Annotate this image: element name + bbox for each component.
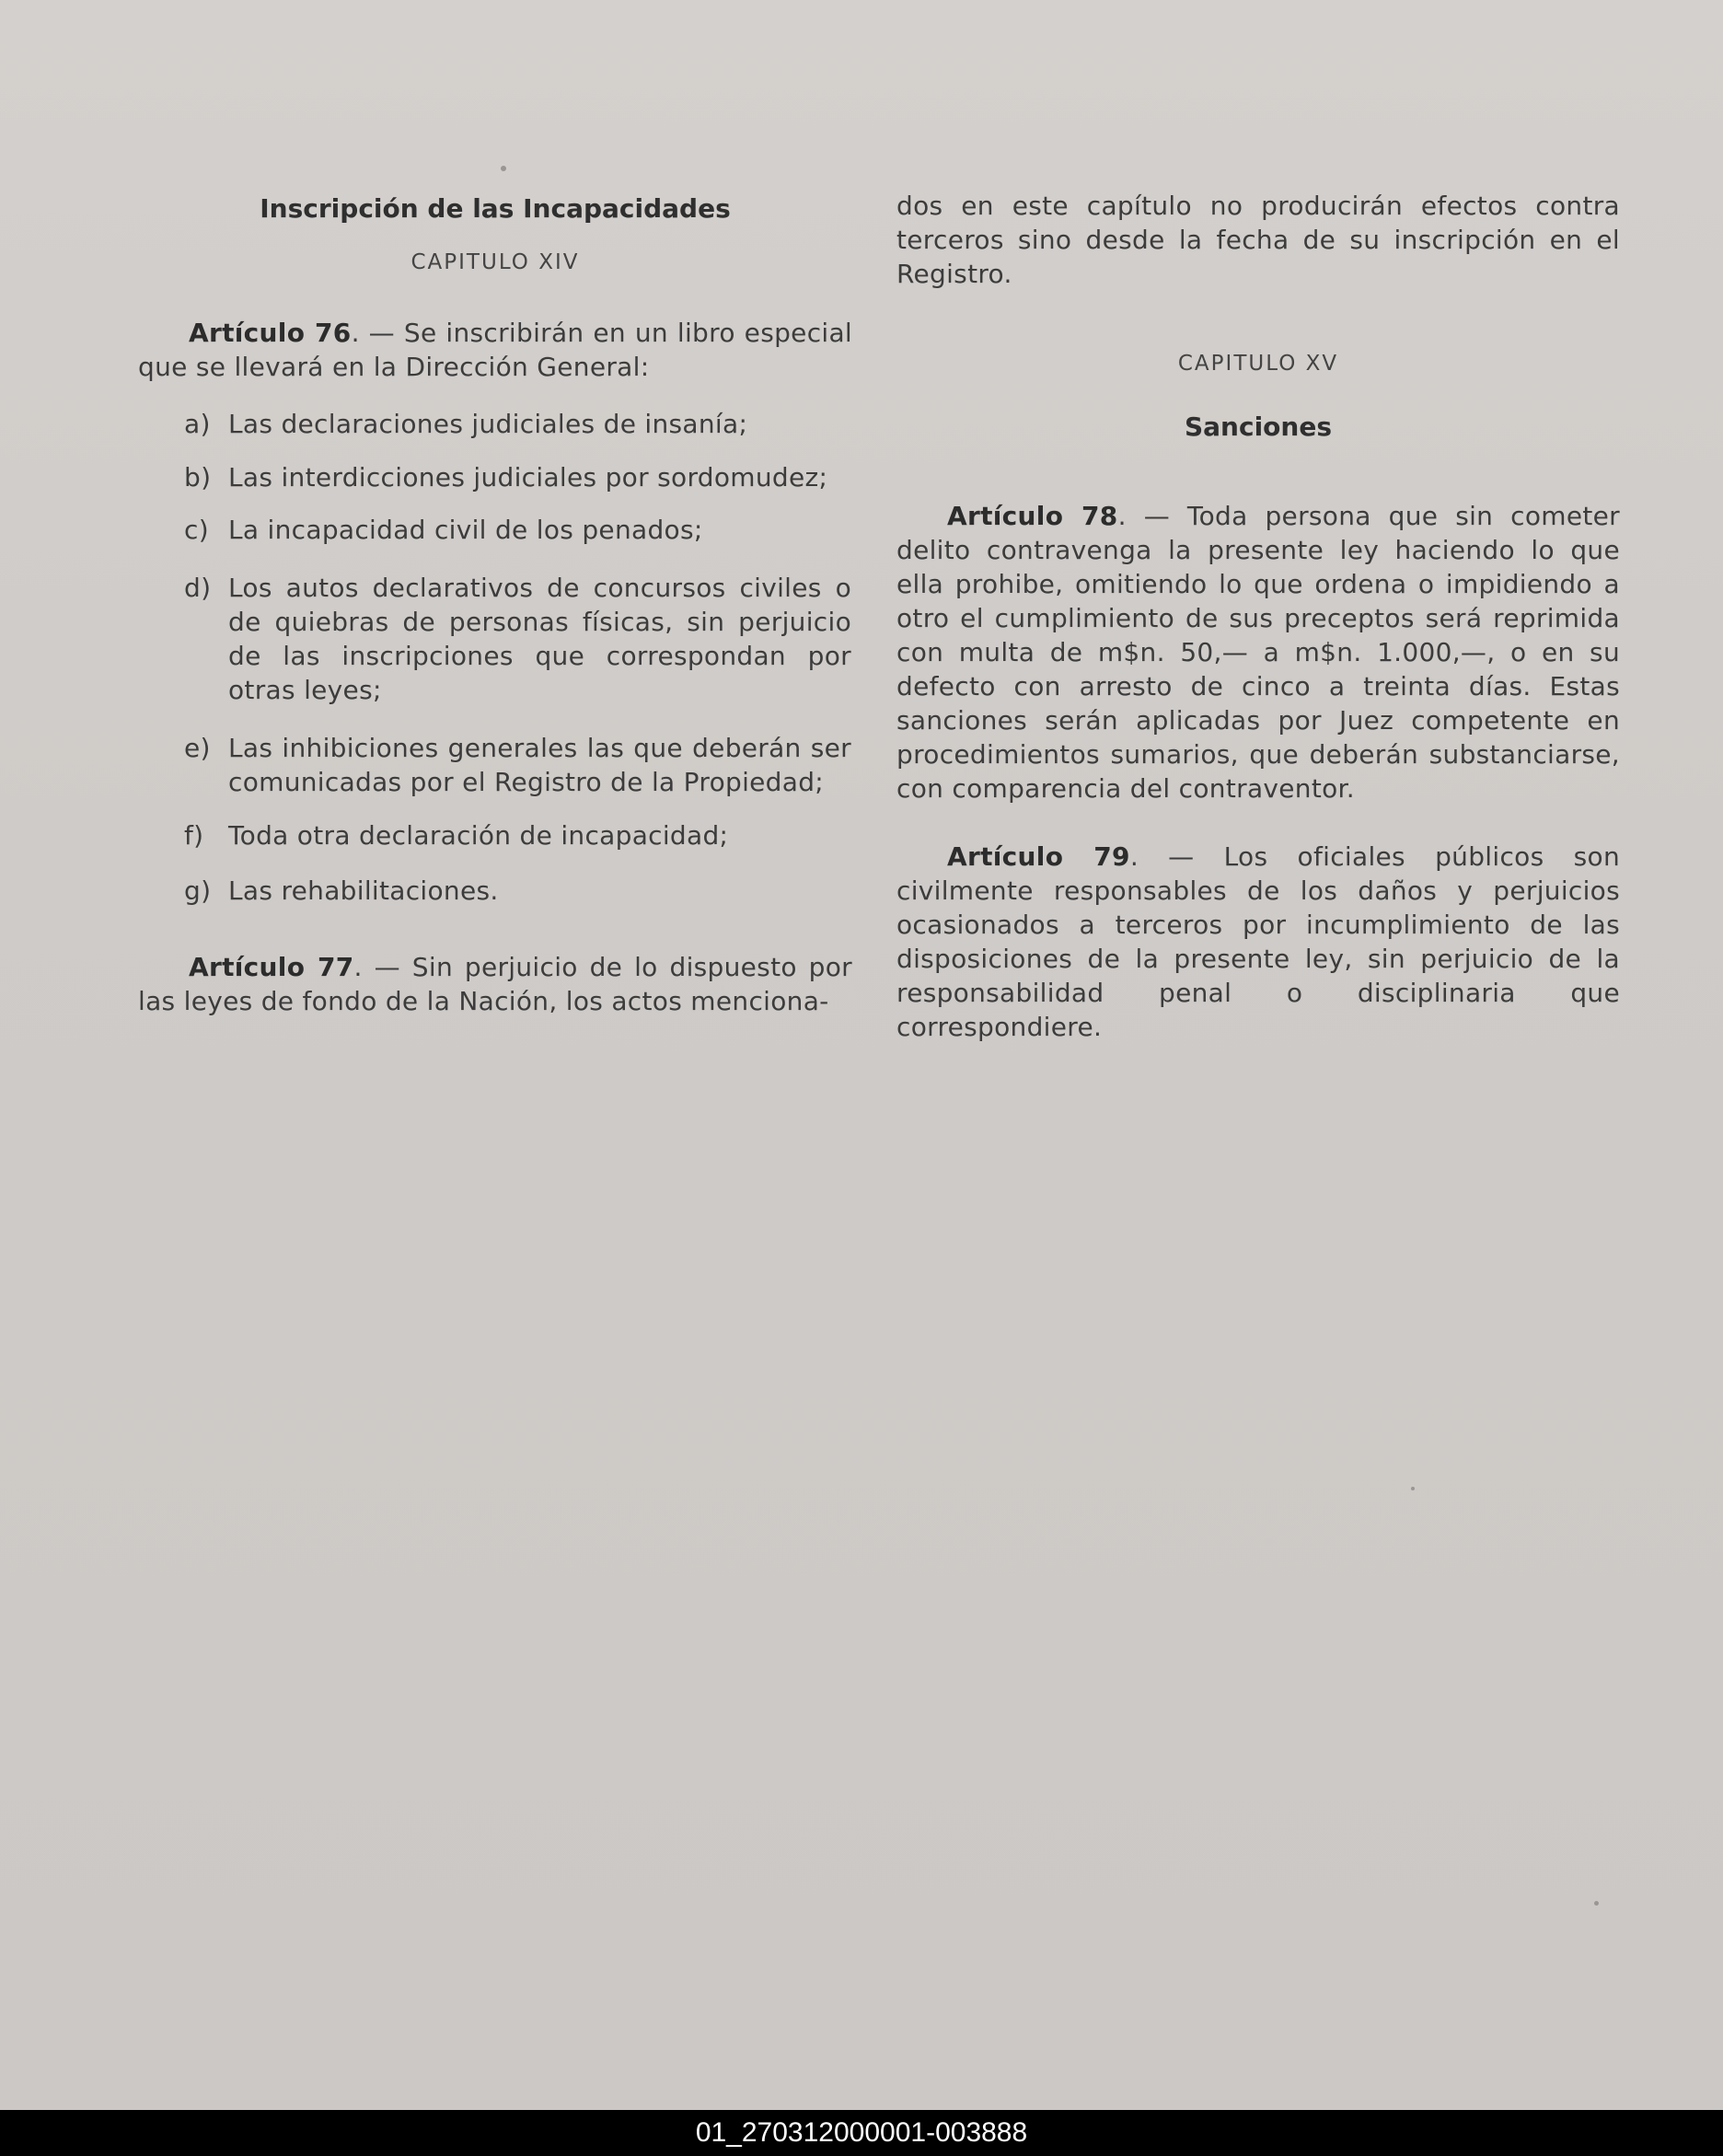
article-78-text: . — Toda persona que sin cometer delito contravenga la presente ley haciendo lo que ella prohibe, omitiendo lo que ordena o impidiendo a otro el cumplimiento de sus preceptos será reprimida con multa de m$n. 50,— a m$n. 1.000,—, o en su defecto con arresto de cinco a treinta días. Estas sanciones serán aplicadas por Juez competente en procedimientos sumarios, que deberán substanciarse, con comparencia del contraventor. xyxy=(896,501,1620,804)
chapter-heading-xiv: CAPITULO XIV xyxy=(411,250,580,274)
list-item-text: Las inhibiciones generales las que deberán ser comunicadas por el Registro de la Propiedad; xyxy=(228,733,851,797)
list-item-mark: b) xyxy=(184,462,212,493)
scan-id-footer: 01_270312000001-003888 xyxy=(0,2110,1723,2156)
list-item xyxy=(184,513,851,547)
list-item xyxy=(184,407,851,441)
article-76-label: Artículo 76 xyxy=(189,318,352,348)
section-title-sanciones: Sanciones xyxy=(1184,411,1332,442)
speck-mark xyxy=(1594,1901,1599,1906)
list-item-mark: a) xyxy=(184,409,211,439)
list-item xyxy=(184,818,851,852)
article-77-continuation: dos en este capítulo no producirán efectos contra terceros sino desde la fecha de su inscripción en el Registro. xyxy=(896,191,1620,289)
article-77-text: . — Sin perjuicio de lo dispuesto por las leyes de fondo de la Nación, los actos menciona- xyxy=(138,952,852,1016)
list-item-text: Los autos declarativos de concursos civiles o de quiebras de personas físicas, sin perjuicio de las inscripciones que correspondan por otras leyes; xyxy=(228,573,851,705)
list-item xyxy=(184,874,851,908)
article-76 xyxy=(138,316,852,384)
list-item-mark: g) xyxy=(184,875,212,906)
speck-mark xyxy=(501,166,506,171)
list-item-text: Las interdicciones judiciales por sordomudez; xyxy=(228,462,828,493)
list-item-mark: f) xyxy=(184,820,204,851)
list-item xyxy=(184,460,851,494)
article-77-label: Artículo 77 xyxy=(189,952,354,982)
chapter-heading-xv: CAPITULO XV xyxy=(1177,352,1339,376)
list-item-mark: d) xyxy=(184,573,212,603)
article-76-text: . — Se inscribirán en un libro especial que se llevará en la Dirección General: xyxy=(138,318,853,382)
article-79 xyxy=(896,840,1620,1044)
list-item-mark: c) xyxy=(184,515,209,545)
article-78-label: Artículo 78 xyxy=(947,501,1118,531)
list-item-text: Las declaraciones judiciales de insanía; xyxy=(228,409,748,439)
list-item-text: Toda otra declaración de incapacidad; xyxy=(228,820,729,851)
article-79-label: Artículo 79 xyxy=(947,841,1130,872)
list-item xyxy=(184,731,851,799)
list-item-text: La incapacidad civil de los penados; xyxy=(228,515,703,545)
article-78 xyxy=(896,499,1620,806)
article-79-text: . — Los oficiales públicos son civilmente responsables de los daños y perjuicios ocasionados a terceros por incumplimiento de las disposiciones de la presente ley, sin perjuicio de la responsabilidad penal o disciplinaria que correspondiere. xyxy=(896,841,1620,1042)
list-item-mark: e) xyxy=(184,733,211,763)
section-title-incapacidades: Inscripción de las Incapacidades xyxy=(260,193,731,224)
list-item-text: Las rehabilitaciones. xyxy=(228,875,499,906)
list-item xyxy=(184,571,851,707)
article-77 xyxy=(138,950,852,1018)
speck-mark xyxy=(1411,1487,1415,1490)
